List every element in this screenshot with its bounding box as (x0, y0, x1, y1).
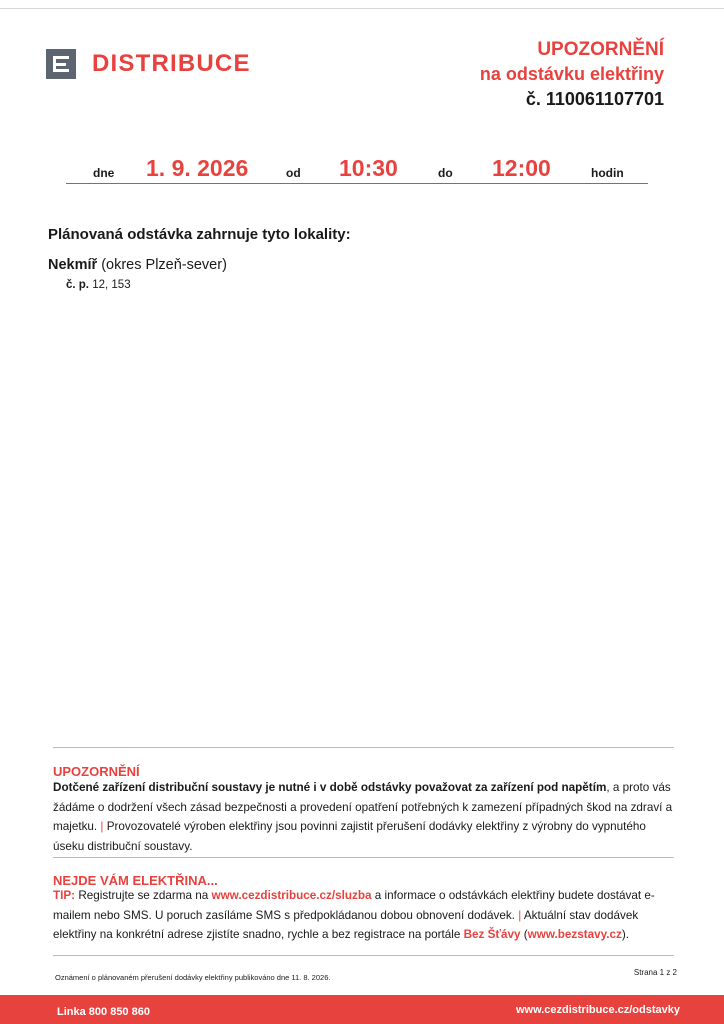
portal-link[interactable]: www.bezstavy.cz (527, 928, 622, 941)
locality-name: Nekmíř (48, 257, 98, 273)
outage-from-time: 10:30 (339, 155, 398, 181)
locality-item (48, 257, 227, 273)
hours-label: hodin (591, 166, 624, 180)
tip-end: ). (621, 928, 629, 941)
cp-label: č. p. (66, 279, 90, 291)
notice-subtitle: na odstávku elektřiny (479, 64, 664, 84)
outage-time-row (66, 150, 648, 184)
notice-title: UPOZORNĚNÍ (537, 39, 664, 60)
portal-name: Bez Šťávy (463, 928, 521, 941)
notice-number: č. 110061107701 (525, 89, 664, 109)
tip-text-1: Registrujte se zdarma na (78, 889, 209, 902)
outage-date: 1. 9. 2026 (146, 155, 249, 181)
cp-values: 12, 153 (92, 279, 131, 291)
bottom-bar (0, 995, 724, 1024)
tip-text-3: Aktuální stav dodávek elektřiny na konkrétní adrese zjistíte snadno, rychle a bez registrace na portále (53, 908, 639, 941)
divider (53, 857, 674, 858)
warning-text-2: Provozovatelé výroben elektřiny jsou povinni zajistit přerušení dodávky elektřiny z výrobny do vypnutého úseku distribuční soustavy. (53, 820, 646, 853)
cez-logo-icon (46, 49, 76, 79)
warning-title: UPOZORNĚNÍ (53, 764, 140, 779)
outages-link[interactable]: www.cezdistribuce.cz/odstavky (515, 1004, 680, 1016)
hotline[interactable]: Linka 800 850 860 (57, 1006, 150, 1018)
separator: | (518, 908, 522, 922)
tip-label: TIP: (53, 889, 76, 902)
divider (53, 747, 674, 748)
notice-header (480, 38, 664, 112)
warning-bold-lead: Dotčené zařízení distribuční soustavy je nutné i v době odstávky považovat za zařízení pod napětím (53, 781, 607, 794)
date-label: dne (93, 166, 115, 180)
divider (53, 955, 674, 956)
outage-to-time: 12:00 (492, 155, 551, 181)
publication-note: Oznámení o plánovaném přerušení dodávky elektřiny publikováno dne 11. 8. 2026. (55, 973, 331, 982)
warning-text (53, 778, 677, 856)
locality-house-numbers (66, 279, 131, 291)
localities-heading: Plánovaná odstávka zahrnuje tyto lokality: (48, 226, 351, 243)
no-power-text: TIP: Registrujte se zdarma na www.cezdistribuce.cz/sluzba a informace o odstávkách elektřiny budete dostávat e-mailem nebo SMS. U poruch zasíláme SMS s předpokládanou dobou obnovení dodávek. | Aktuální stav dodávek elektřiny na konkrétní adrese zjistíte snadno, rychle a bez registrace na portále Bez Šťávy (www.bezstavy.cz). (53, 889, 655, 941)
logo-text: DISTRIBUCE (92, 50, 251, 77)
no-power-title: NEJDE VÁM ELEKTŘINA... (53, 873, 218, 888)
to-label: do (438, 166, 453, 180)
warning-text-1: , a proto vás žádáme o dodržení všech zásad bezpečnosti a provedení opatření potřebných k zamezení případných škod na zdraví a majetku. (53, 781, 673, 833)
from-label: od (286, 166, 301, 180)
top-rule (0, 8, 724, 9)
registration-link[interactable]: www.cezdistribuce.cz/sluzba (211, 889, 372, 902)
separator: | (100, 820, 104, 833)
company-logo (46, 49, 251, 79)
page-number: Strana 1 z 2 (633, 968, 677, 977)
locality-district: (okres Plzeň-sever) (101, 257, 227, 273)
tip-text-2: a informace o odstávkách elektřiny budete dostávat e-mailem nebo SMS. U poruch zasíláme SMS s předpokládanou dobou obnovení dodávek. (53, 889, 655, 922)
